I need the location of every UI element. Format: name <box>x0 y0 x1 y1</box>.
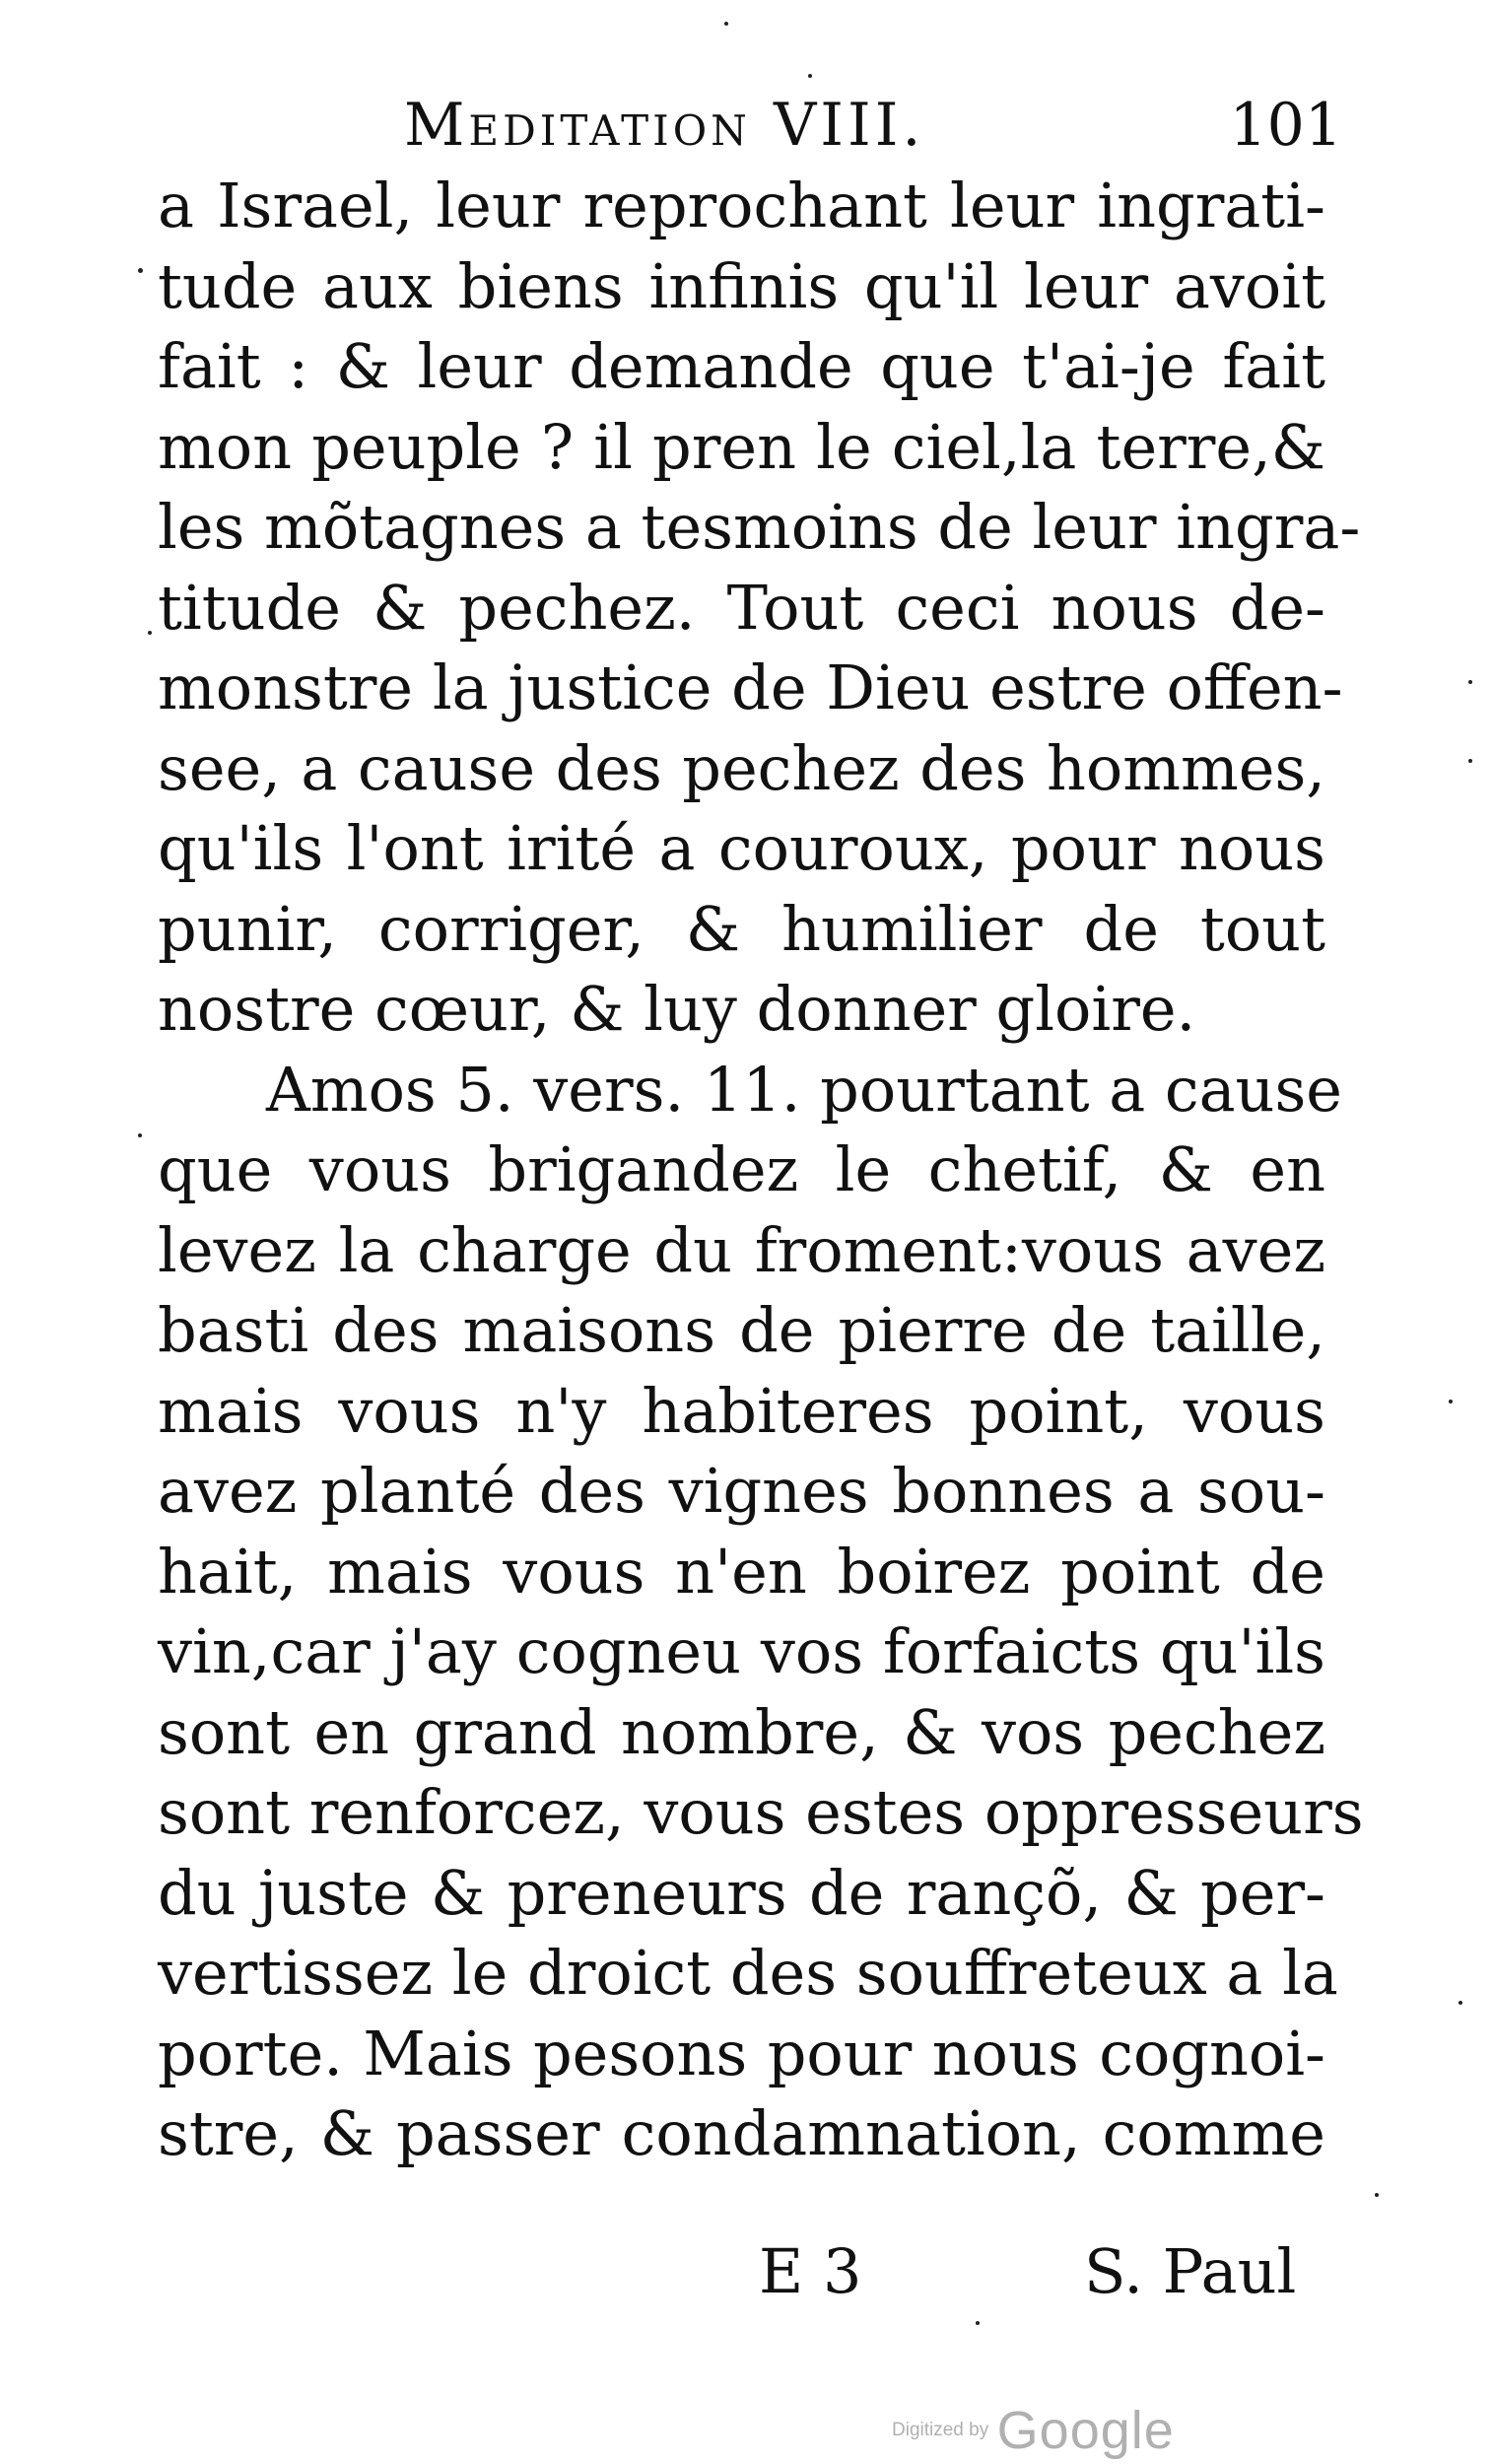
page-footer <box>0 2235 1493 2324</box>
text-line: porte. Mais pesons pour nous cognoi- <box>158 2017 1325 2089</box>
text-line: nostre cœur, & luy donner gloire. <box>158 973 1196 1045</box>
text-line: stre, & passer condamnation, comme <box>158 2097 1325 2169</box>
digitization-watermark <box>892 2400 1175 2461</box>
text-line: avez planté des vignes bonnes a sou- <box>158 1455 1325 1527</box>
text-line: see, a cause des pechez des hommes, <box>158 731 1325 804</box>
text-line: sont renforcez, vous estes oppresseurs <box>158 1776 1364 1848</box>
text-line: punir, corriger, & humilier de tout <box>158 892 1325 965</box>
catchword: S. Paul <box>1084 2235 1297 2307</box>
scan-speck <box>1449 1400 1453 1403</box>
text-line: vertissez le droict des souffreteux a la <box>158 1937 1338 2009</box>
scan-speck <box>724 22 728 26</box>
text-line: tude aux biens infinis qu'il leur avoit <box>158 249 1325 322</box>
scan-speck <box>1468 680 1472 684</box>
watermark-brand: Google <box>996 2401 1175 2460</box>
text-line: monstre la justice de Dieu estre offen- <box>158 651 1343 723</box>
text-line: mais vous n'y habiteres point, vous <box>158 1374 1325 1447</box>
watermark-prefix: Digitized by <box>892 2420 989 2440</box>
scan-speck <box>1459 2001 1462 2005</box>
text-line: fait : & leur demande que t'ai-je fait <box>158 330 1325 402</box>
text-line: mon peuple ? il pren le ciel,la terre,& <box>158 410 1325 483</box>
text-line: levez la charge du froment:vous avez <box>158 1213 1325 1286</box>
scan-speck <box>148 631 152 635</box>
running-title: Meditation VIII. <box>404 91 925 160</box>
text-line: qu'ils l'ont irité a couroux, pour nous <box>158 812 1325 884</box>
text-line: hait, mais vous n'en boirez point de <box>158 1535 1325 1608</box>
body-text <box>158 166 1364 2174</box>
scan-speck <box>138 268 143 273</box>
scan-speck <box>1375 2193 1379 2197</box>
text-line: a Israel, leur reprochant leur ingrati- <box>158 170 1325 241</box>
text-line: sont en grand nombre, & vos pechez <box>158 1695 1325 1768</box>
scan-speck <box>808 74 812 78</box>
text-line: que vous brigandez le chetif, & en <box>158 1133 1325 1205</box>
scan-speck <box>138 1133 142 1137</box>
text-line: vin,car j'ay cogneu vos forfaicts qu'ils <box>158 1615 1325 1687</box>
page-header <box>404 91 1390 170</box>
text-line: Amos 5. vers. 11. pourtant a cause <box>266 1053 1342 1126</box>
text-line: titude & pechez. Tout ceci nous de- <box>158 571 1325 644</box>
signature-mark: E 3 <box>759 2235 862 2307</box>
scan-speck <box>1468 759 1472 763</box>
text-line: du juste & preneurs de rançõ, & per- <box>158 1856 1325 1929</box>
text-line: basti des maisons de pierre de taille, <box>158 1294 1325 1366</box>
scan-speck <box>976 2321 980 2325</box>
page-number: 101 <box>1229 91 1342 160</box>
text-line: les mõtagnes a tesmoins de leur ingra- <box>158 491 1361 563</box>
